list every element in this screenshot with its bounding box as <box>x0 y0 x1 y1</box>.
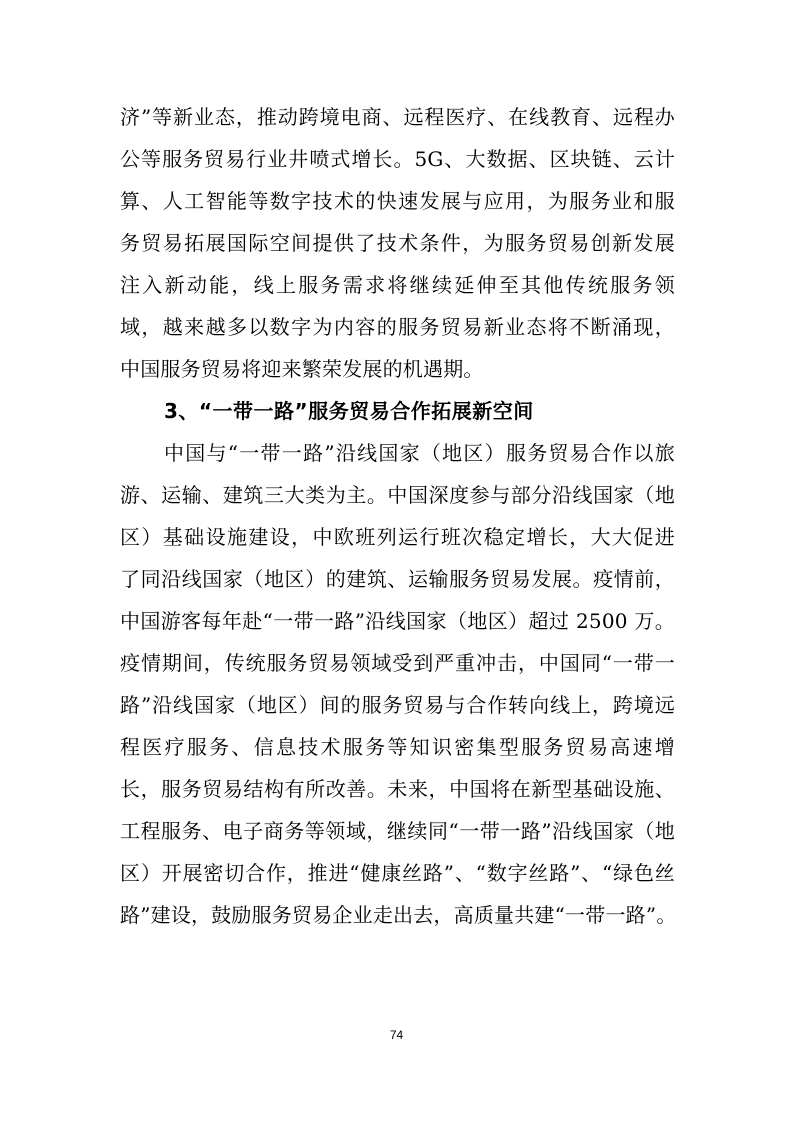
paragraph-line: 域，越来越多以数字为内容的服务贸易新业态将不断涌现， <box>120 315 675 339</box>
paragraph-line: 工程服务、电子商务等领域，继续同“一带一路”沿线国家（地 <box>120 819 675 843</box>
paragraph-line: 中国游客每年赴“一带一路”沿线国家（地区）超过 2500 万。 <box>120 609 675 633</box>
paragraph-line: 务贸易拓展国际空间提供了技术条件，为服务贸易创新发展 <box>120 231 675 255</box>
paragraph-line: 游、运输、建筑三大类为主。中国深度参与部分沿线国家（地 <box>120 483 675 507</box>
paragraph-line: 注入新动能，线上服务需求将继续延伸至其他传统服务领 <box>120 273 675 297</box>
section-heading: 3、“一带一路”服务贸易合作拓展新空间 <box>164 399 534 423</box>
paragraph-line: 公等服务贸易行业井喷式增长。5G、大数据、区块链、云计 <box>120 147 675 171</box>
paragraph-line: 中国服务贸易将迎来繁荣发展的机遇期。 <box>120 357 484 381</box>
paragraph-line: 路”沿线国家（地区）间的服务贸易与合作转向线上，跨境远 <box>120 693 675 717</box>
paragraph-line: 济”等新业态，推动跨境电商、远程医疗、在线教育、远程办 <box>120 105 675 129</box>
paragraph-line: 中国与“一带一路”沿线国家（地区）服务贸易合作以旅 <box>164 441 675 465</box>
paragraph-line: 区）开展密切合作，推进“健康丝路”、“数字丝路”、“绿色丝 <box>120 861 675 885</box>
paragraph-line: 路”建设，鼓励服务贸易企业走出去，高质量共建“一带一路”。 <box>120 903 677 927</box>
paragraph-line: 区）基础设施建设，中欧班列运行班次稳定增长，大大促进 <box>120 525 675 549</box>
paragraph-line: 疫情期间，传统服务贸易领域受到严重冲击，中国同“一带一 <box>120 651 675 675</box>
paragraph-line: 算、人工智能等数字技术的快速发展与应用，为服务业和服 <box>120 189 675 213</box>
page-number: 74 <box>389 1028 404 1042</box>
paragraph-line: 长，服务贸易结构有所改善。未来，中国将在新型基础设施、 <box>120 777 675 801</box>
paragraph-line: 了同沿线国家（地区）的建筑、运输服务贸易发展。疫情前， <box>120 567 675 591</box>
paragraph-line: 程医疗服务、信息技术服务等知识密集型服务贸易高速增 <box>120 735 675 759</box>
